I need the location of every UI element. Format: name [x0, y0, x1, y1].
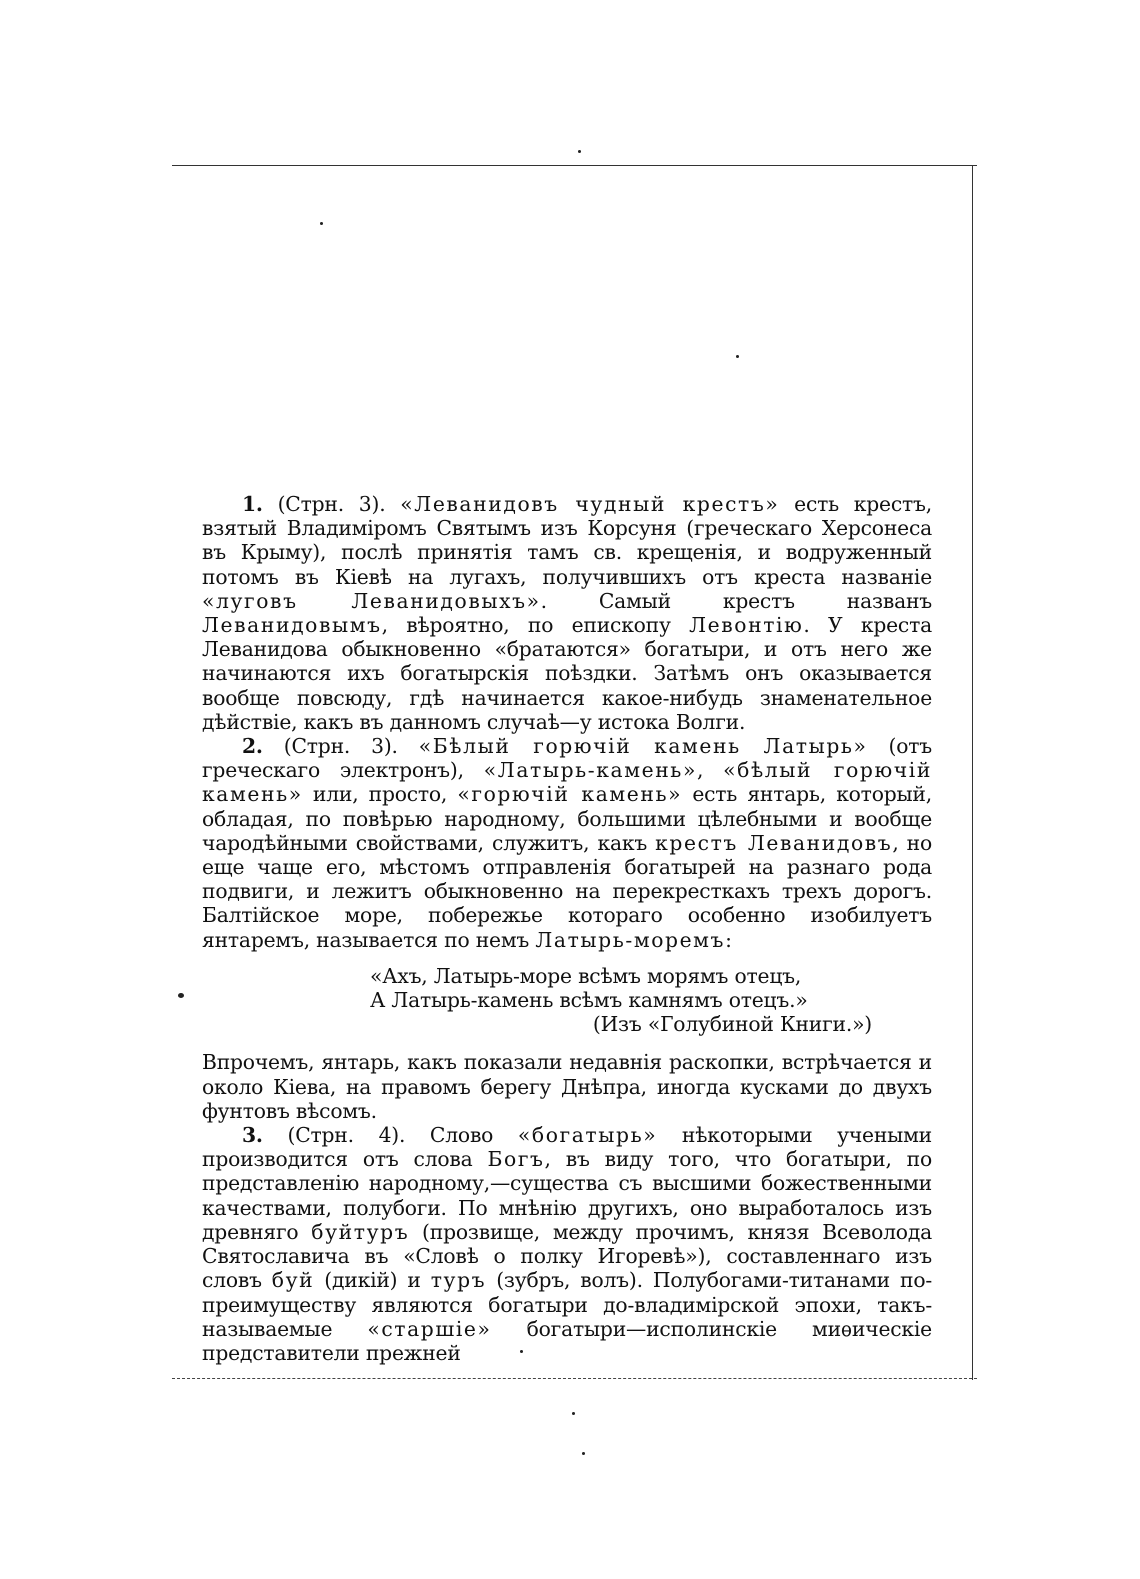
note-text: (отъ греческаго электронъ),	[202, 734, 932, 783]
note-term: Леванидовымъ	[202, 613, 382, 638]
page-text	[202, 492, 932, 1365]
note-text: есть янтарь, который, обладая, по повѣрью народному, большими цѣлебными и вообще чародѣйными свойствами, служитъ, какъ	[202, 782, 932, 855]
print-speck	[578, 150, 581, 153]
note-text: (Стрн. 3).	[262, 492, 401, 516]
verse-line: А Латырь-камень всѣмъ камнямъ отецъ.»	[370, 988, 808, 1013]
note-term: «богатырь»	[517, 1123, 658, 1148]
note-term: Латырь-моремъ	[535, 927, 726, 952]
note-2	[202, 734, 932, 952]
note-term: буй	[271, 1268, 315, 1293]
note-text: есть крестъ, взятый Владиміромъ Святымъ изъ Корсуня (греческаго Херсонеса въ Крыму), послѣ принятія тамъ св. крещенія, и водруженный потомъ въ Кіевѣ на лугахъ, получившихъ отъ креста названіе	[202, 492, 932, 589]
note-text: , вѣроятно, по епископу	[381, 613, 690, 638]
note-term: туръ	[430, 1268, 487, 1293]
note-number: 3.	[242, 1123, 263, 1148]
note-text: , но еще чаще его, мѣстомъ отправленія богатырей на разнаго рода подвиги, и лежитъ обыкновенно на перекресткахъ трехъ дорогъ. Балтійское море, побережье котораго особенно изобилуетъ янтаремъ, называется по немъ	[202, 830, 933, 952]
note-text: (Стрн. 4). Слово	[262, 1123, 518, 1148]
note-number: 1.	[242, 492, 263, 516]
verse-source: (Изъ «Голубиной Книги.»)	[592, 1012, 872, 1037]
note-term: «старшіе»	[367, 1316, 492, 1341]
print-speck	[736, 355, 739, 358]
print-speck	[178, 993, 184, 998]
note-text: ,	[696, 758, 724, 783]
top-border-line	[172, 165, 977, 166]
bottom-border-line	[172, 1378, 977, 1379]
note-term: «горючій камень»	[457, 782, 683, 807]
note-text: (зубръ, волъ). Полубогами-титанами по-преимуществу являются богатыри до-владимірской эпохи, такъ-называемые	[202, 1268, 932, 1341]
note-1	[202, 492, 932, 734]
note-text: . Самый крестъ названъ	[540, 588, 932, 613]
note-term: «бѣлый горючій камень»	[202, 758, 932, 807]
note-text: (дикій) и	[314, 1268, 431, 1293]
print-speck	[320, 222, 323, 225]
note-text: или, просто,	[302, 782, 458, 807]
note-term: крестъ Леванидовъ	[655, 830, 893, 855]
note-term: буйтуръ	[311, 1219, 410, 1244]
print-speck	[572, 1412, 575, 1415]
note-term: Левонтію	[689, 613, 804, 638]
note-text: . У креста Леванидова обыкновенно «братаются» богатыри, и отъ него же начинаются ихъ богатырскія поѣздки. Затѣмъ онъ оказывается вообще повсюду, гдѣ начинается какое-нибудь знаменательное дѣйствіе, какъ въ данномъ случаѣ—у истока Волги.	[202, 613, 932, 734]
quoted-verse	[202, 964, 932, 1037]
note-number: 2.	[242, 734, 263, 759]
note-text: богатыри—исполинскіе миѳическіе представители прежней	[202, 1316, 932, 1365]
note-text: , въ виду того, что богатыри, по представленію народному,—существа съ высшими божественными качествами, полубоги. По мнѣнію другихъ, оно выработалось изъ древняго	[202, 1147, 932, 1244]
note-text: :	[725, 927, 732, 952]
note-text: (Стрн. 3).	[262, 734, 419, 759]
continuation-paragraph: Впрочемъ, янтарь, какъ показали недавнія раскопки, встрѣчается и около Кіева, на правомъ берегу Днѣпра, иногда кусками до двухъ фунтовъ вѣсомъ.	[202, 1050, 932, 1123]
right-border-line	[972, 165, 973, 1380]
note-term: «Леванидовъ чудный крестъ»	[400, 492, 780, 516]
note-text: нѣкоторыми учеными производится отъ слова	[202, 1123, 932, 1172]
note-term: «луговъ Леванидовыхъ»	[202, 588, 541, 613]
note-3	[202, 1123, 932, 1365]
note-term: «Латырь-камень»	[483, 758, 697, 783]
verse-line: «Ахъ, Латырь-море всѣмъ морямъ отецъ,	[370, 963, 802, 988]
print-speck	[582, 1452, 585, 1455]
note-text: (прозвище, между прочимъ, князя Всеволода Святославича въ «Словѣ о полку Игоревѣ»), составленнаго изъ словъ	[202, 1219, 932, 1293]
note-term: Богъ	[487, 1147, 545, 1172]
note-term: «Бѣлый горючій камень Латырь»	[418, 734, 868, 759]
